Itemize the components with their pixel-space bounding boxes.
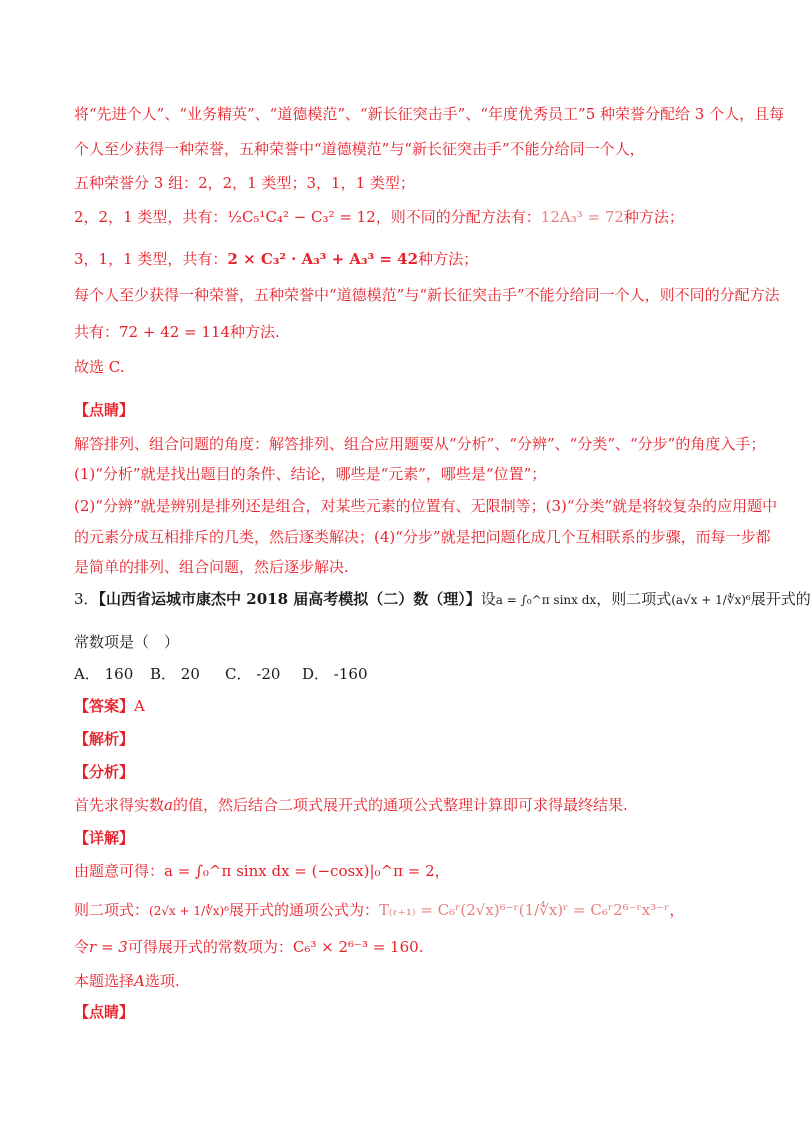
d2-formula: T₍ᵣ₊₁₎ = C₆ʳ(2√x)⁶⁻ʳ(1/∜x)ʳ = C₆ʳ2⁶⁻ʳx³⁻ʳ xyxy=(379,901,670,919)
question3-line2: 常数项是（ ） xyxy=(74,633,180,651)
type311-formula: 2 × C₃² · A₃³ + A₃³ = 42 xyxy=(227,250,419,268)
detail-line4 xyxy=(74,971,180,991)
summary-suffix: 种方法. xyxy=(230,323,280,341)
d4-a: 本题选择 xyxy=(74,972,135,990)
question3-text1: 设 xyxy=(480,590,496,608)
detail-heading: 【详解】 xyxy=(74,829,135,847)
d2-prefix: 则二项式： xyxy=(74,901,150,919)
fenxi-text-b: 的值，然后结合二项式展开式的通项公式整理计算即可求得最终结果. xyxy=(172,796,628,814)
d3-formula: C₆³ × 2⁶⁻³ = 160. xyxy=(292,938,424,956)
dianjing1-line3: (2)“分辨”就是辨别是排列还是组合，对某些元素的位置有、无限制等；(3)“分类”就是将较复杂的应用题中 xyxy=(74,497,778,515)
d3-mid: 可得展开式的常数项为： xyxy=(127,938,293,956)
question3-integral: a = ∫₀^π sinx dx xyxy=(495,593,597,607)
d3-var: r = 3 xyxy=(89,938,128,956)
dianjing1-line5: 是简单的排列、组合问题，然后逐步解决. xyxy=(74,558,349,576)
d4-var: A xyxy=(134,972,145,990)
summary-formula: 72 + 42 = 114 xyxy=(119,323,231,341)
fenxi-var: a xyxy=(164,796,173,814)
d1-formula: a = ∫₀^π sinx dx = (−cosx)|₀^π = 2 xyxy=(164,862,435,880)
question3-text2: ，则二项式 xyxy=(596,590,672,608)
question3-number: 3． xyxy=(74,590,99,608)
option-d: D． -160 xyxy=(302,665,368,683)
option-c: C． -20 xyxy=(225,665,281,683)
dianjing1-line4: 的元素分成互相排斥的几类，然后逐类解决；(4)“分步”就是把问题化成几个互相联系的步骤，而每一步都 xyxy=(74,528,771,546)
type221-formula: ½C₅¹C₄² − C₃² = 12 xyxy=(227,208,376,226)
option-b: B． 20 xyxy=(150,665,200,683)
type311-suffix: 种方法； xyxy=(418,250,479,268)
d4-b: 选项. xyxy=(144,972,180,990)
d3-prefix: 令 xyxy=(74,938,90,956)
question3-binomial: (a√x + 1/∜x)⁶ xyxy=(671,593,751,607)
solution-para1-line2: 个人至少获得一种荣誉，五种荣誉中“道德模范”与“新长征突击手”不能分给同一个人， xyxy=(74,140,645,158)
type311-prefix: 3，1，1 类型，共有： xyxy=(74,250,228,268)
question3-stem xyxy=(74,589,811,610)
answer-value: A xyxy=(134,697,145,715)
dianjing1-line1: 解答排列、组合问题的角度：解答排列、组合应用题要从“分析”、“分辨”、“分类”、“分步”的角度入手； xyxy=(74,435,766,453)
dianjing2-heading: 【点睛】 xyxy=(74,1003,135,1021)
d2-suffix: ， xyxy=(669,901,685,919)
dianjing1-heading: 【点睛】 xyxy=(74,401,135,419)
answer-line xyxy=(74,696,145,716)
type221-mid: ，则不同的分配方法有： xyxy=(375,208,541,226)
type221-prefix: 2，2，1 类型，共有： xyxy=(74,208,228,226)
d2-binomial: (2√x + 1/∜x)⁶ xyxy=(149,904,230,918)
detail-line1 xyxy=(74,861,450,881)
dianjing1-line2: (1)“分析”就是找出题目的条件、结论，哪些是“元素”，哪些是“位置”； xyxy=(74,465,547,483)
question3-text3: 展开式的 xyxy=(750,590,811,608)
solution-type221 xyxy=(74,207,684,227)
summary-prefix: 共有： xyxy=(74,323,120,341)
fenxi-text xyxy=(74,795,628,815)
detail-line3 xyxy=(74,937,423,957)
d1-prefix: 由题意可得： xyxy=(74,862,165,880)
solution-para1-line1: 将“先进个人”、“业务精英”、“道德模范”、“新长征突击手”、“年度优秀员工”5 种荣誉分配给 3 个人，且每 xyxy=(74,105,785,123)
question3-source: 【山西省运城市康杰中 2018 届高考模拟（二）数（理）】 xyxy=(98,590,481,608)
detail-line2 xyxy=(74,900,684,921)
type221-result: 12A₃³ = 72 xyxy=(540,208,624,226)
d2-mid: 展开式的通项公式为： xyxy=(229,901,380,919)
solution-summary-line1: 每个人至少获得一种荣誉，五种荣誉中“道德模范”与“新长征突击手”不能分给同一个人，则不同的分配方法 xyxy=(74,286,780,304)
solution-choice: 故选 C. xyxy=(74,358,125,376)
fenxi-heading: 【分析】 xyxy=(74,763,135,781)
solution-type311 xyxy=(74,249,478,269)
d1-suffix: ， xyxy=(434,862,450,880)
analysis-heading: 【解析】 xyxy=(74,730,135,748)
solution-groups: 五种荣誉分 3 组：2，2，1 类型；3，1，1 类型； xyxy=(74,174,415,192)
solution-summary-line2 xyxy=(74,322,280,342)
type221-suffix: 种方法； xyxy=(623,208,684,226)
option-a: A． 160 xyxy=(74,665,134,683)
fenxi-text-a: 首先求得实数 xyxy=(74,796,165,814)
answer-heading: 【答案】 xyxy=(74,697,135,715)
